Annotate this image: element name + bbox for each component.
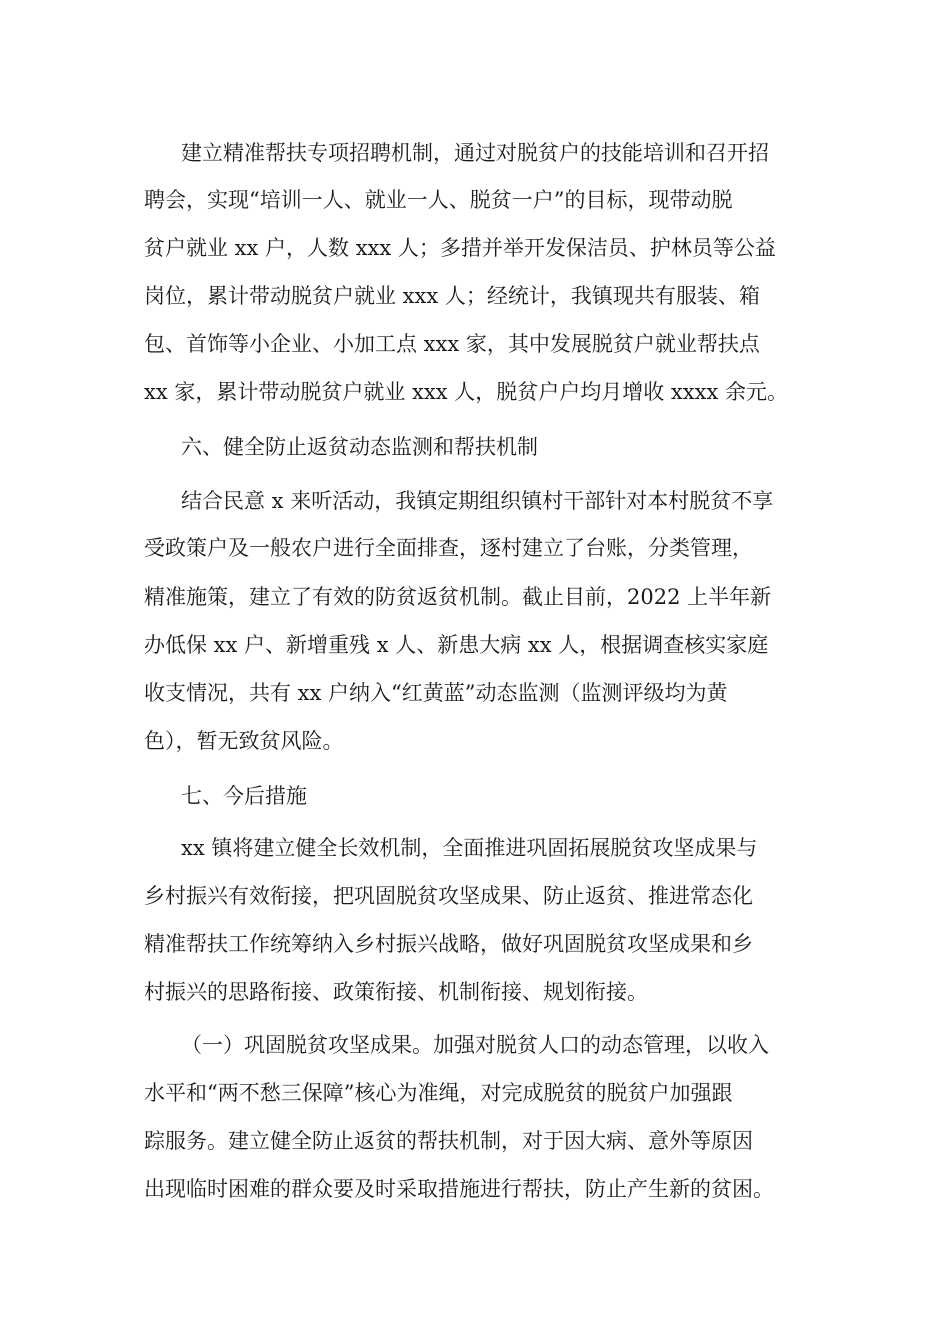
paragraph-line: 聘会，实现“培训一人、就业一人、脱贫一户”的目标，现带动脱 [144, 188, 733, 212]
paragraph-line: xx 家，累计带动脱贫户就业 xxx 人，脱贫户户均月增收 xxxx 余元。 [144, 380, 788, 404]
paragraph-line: xx 镇将建立健全长效机制，全面推进巩固拓展脱贫攻坚成果与 [181, 836, 758, 860]
section-heading: 七、今后措施 [181, 784, 307, 808]
paragraph-line: 精准施策，建立了有效的防贫返贫机制。截止目前，2022 上半年新 [144, 585, 772, 609]
paragraph-line: 岗位，累计带动脱贫户就业 xxx 人；经统计，我镇现共有服装、箱 [144, 284, 760, 308]
paragraph-line: 村振兴的思路衔接、政策衔接、机制衔接、规划衔接。 [144, 980, 648, 1004]
paragraph-line: 踪服务。建立健全防止返贫的帮扶机制，对于因大病、意外等原因 [144, 1129, 753, 1153]
paragraph-line: 贫户就业 xx 户，人数 xxx 人；多措并举开发保洁员、护林员等公益 [144, 236, 776, 260]
paragraph-line: 出现临时困难的群众要及时采取措施进行帮扶，防止产生新的贫困。 [144, 1177, 774, 1201]
paragraph-line: 精准帮扶工作统筹纳入乡村振兴战略，做好巩固脱贫攻坚成果和乡 [144, 932, 753, 956]
paragraph-line: 水平和“两不愁三保障”核心为准绳，对完成脱贫的脱贫户加强跟 [144, 1081, 733, 1105]
paragraph-line: 包、首饰等小企业、小加工点 xxx 家，其中发展脱贫户就业帮扶点 [144, 332, 760, 356]
paragraph-line: 收支情况，共有 xx 户纳入“红黄蓝”动态监测（监测评级均为黄 [144, 681, 728, 705]
section-heading: 六、健全防止返贫动态监测和帮扶机制 [181, 435, 538, 459]
paragraph-line: 色），暂无致贫风险。 [144, 729, 344, 753]
paragraph-line: 结合民意 x 来听活动，我镇定期组织镇村干部针对本村脱贫不享 [181, 489, 774, 513]
paragraph-line: 乡村振兴有效衔接，把巩固脱贫攻坚成果、防止返贫、推进常态化 [144, 884, 753, 908]
paragraph-line: （一）巩固脱贫攻坚成果。加强对脱贫人口的动态管理，以收入 [181, 1033, 769, 1057]
paragraph-line: 受政策户及一般农户进行全面排查，逐村建立了台账，分类管理， [144, 536, 753, 560]
paragraph-line: 建立精准帮扶专项招聘机制，通过对脱贫户的技能培训和召开招 [181, 141, 769, 165]
paragraph-line: 办低保 xx 户、新增重残 x 人、新患大病 xx 人，根据调查核实家庭 [144, 633, 769, 657]
